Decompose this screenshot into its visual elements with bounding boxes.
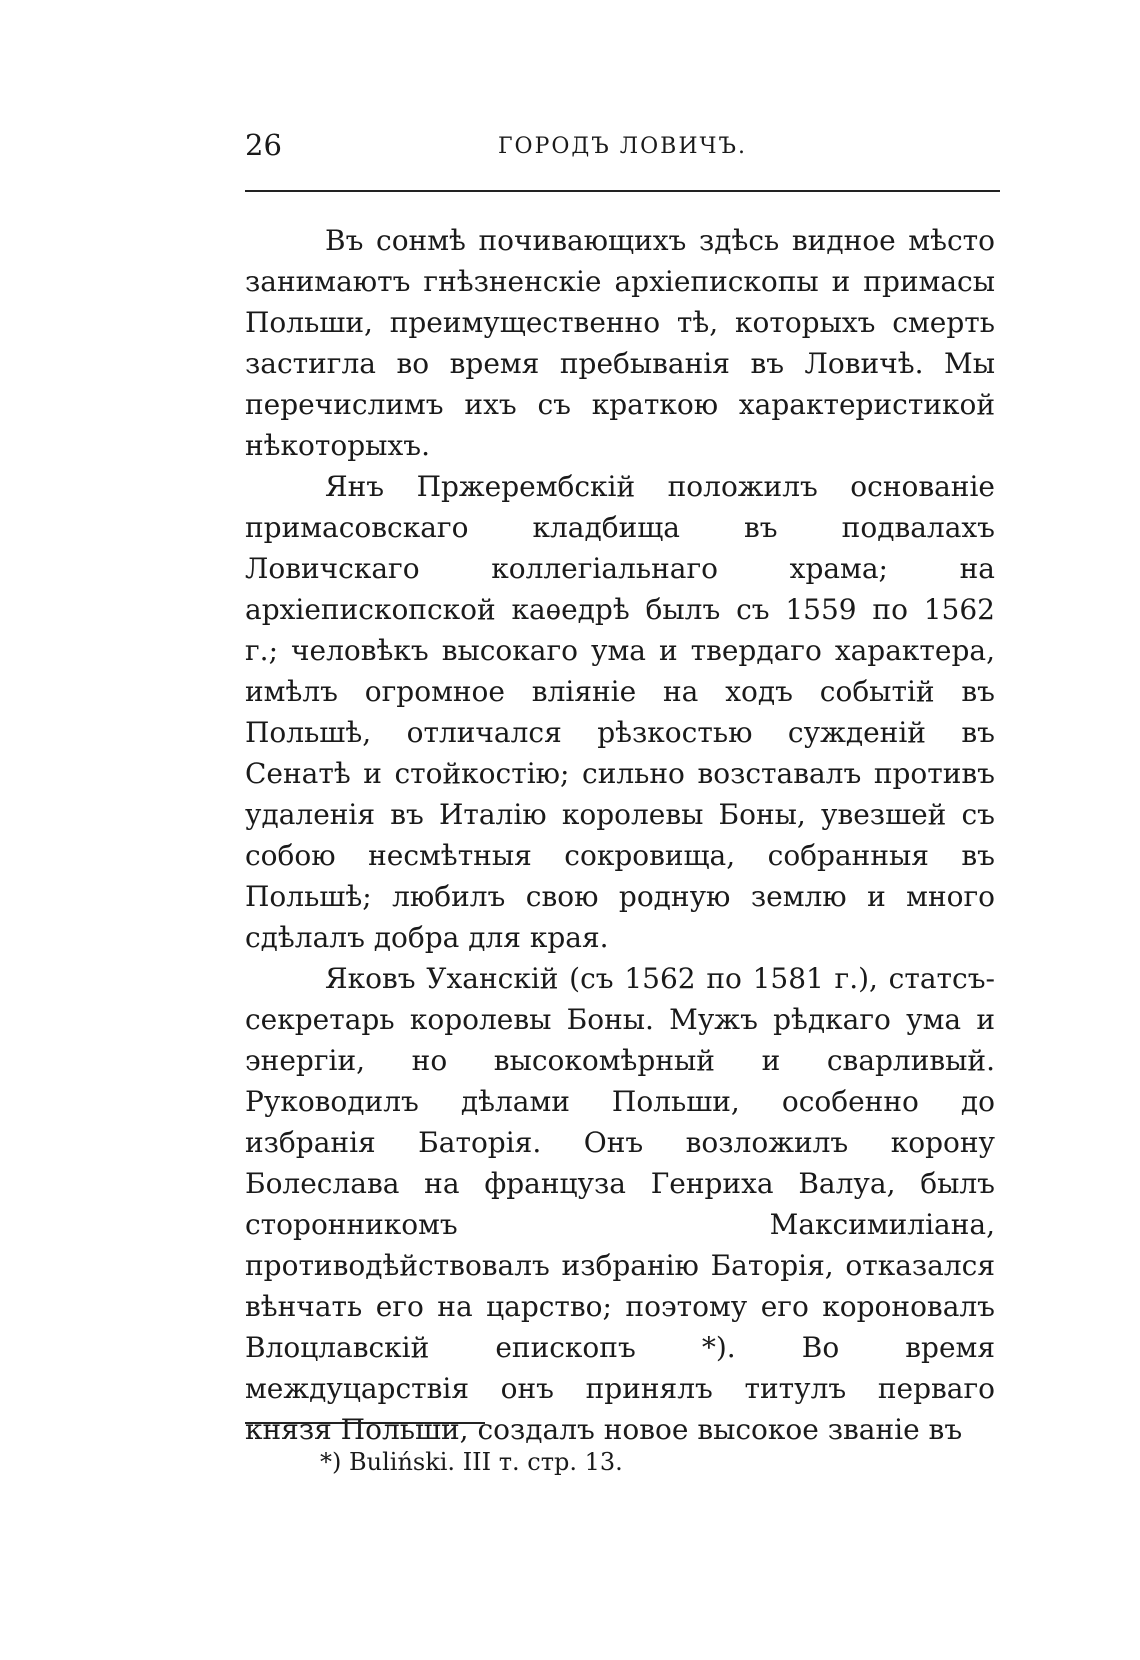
body-text: [245, 220, 995, 1450]
page-header: [245, 128, 1000, 168]
paragraph: Яковъ Уханскій (съ 1562 по 1581 г.), статсъ-секретарь королевы Боны. Мужъ рѣдкаго ума и энергіи, но высокомѣрный и сварливый. Руководилъ дѣлами Польши, особенно до избранія Баторія. Онъ возложилъ корону Болеслава на француза Генриха Валуа, былъ сторонникомъ Максимиліана, противодѣйствовалъ избранію Баторія, отказался вѣнчать его на царство; поэтому его короновалъ Влоцлавскій епископъ *). Во время междуцарствія онъ принялъ титулъ перваго князя Польши, создалъ новое высокое званіе въ: [245, 962, 995, 1446]
paragraph: Въ сонмѣ почивающихъ здѣсь видное мѣсто занимаютъ гнѣзненскіе архіепископы и примасы Польши, преимущественно тѣ, которыхъ смерть застигла во время пребыванія въ Ловичѣ. Мы перечислимъ ихъ съ краткою характеристикой нѣкоторыхъ.: [245, 224, 995, 462]
footnote: *) Buliński. III т. стр. 13.: [320, 1448, 623, 1476]
running-title: ГОРОДЪ ЛОВИЧЪ.: [497, 134, 748, 159]
page-number: 26: [245, 128, 282, 162]
footnote-rule: [245, 1422, 485, 1424]
paragraph: Янъ Пржерембскій положилъ основаніе примасовскаго кладбища въ подвалахъ Ловичскаго коллегіальнаго храма; на архіепископской каѳедрѣ былъ съ 1559 по 1562 г.; человѣкъ высокаго ума и твердаго характера, имѣлъ огромное вліяніе на ходъ событій въ Польшѣ, отличался рѣзкостью сужденій въ Сенатѣ и стойкостію; сильно возставалъ противъ удаленія въ Италію королевы Боны, увезшей съ собою несмѣтныя сокровища, собранныя въ Польшѣ; любилъ свою родную землю и много сдѣлалъ добра для края.: [245, 470, 995, 954]
header-rule: [245, 190, 1000, 192]
